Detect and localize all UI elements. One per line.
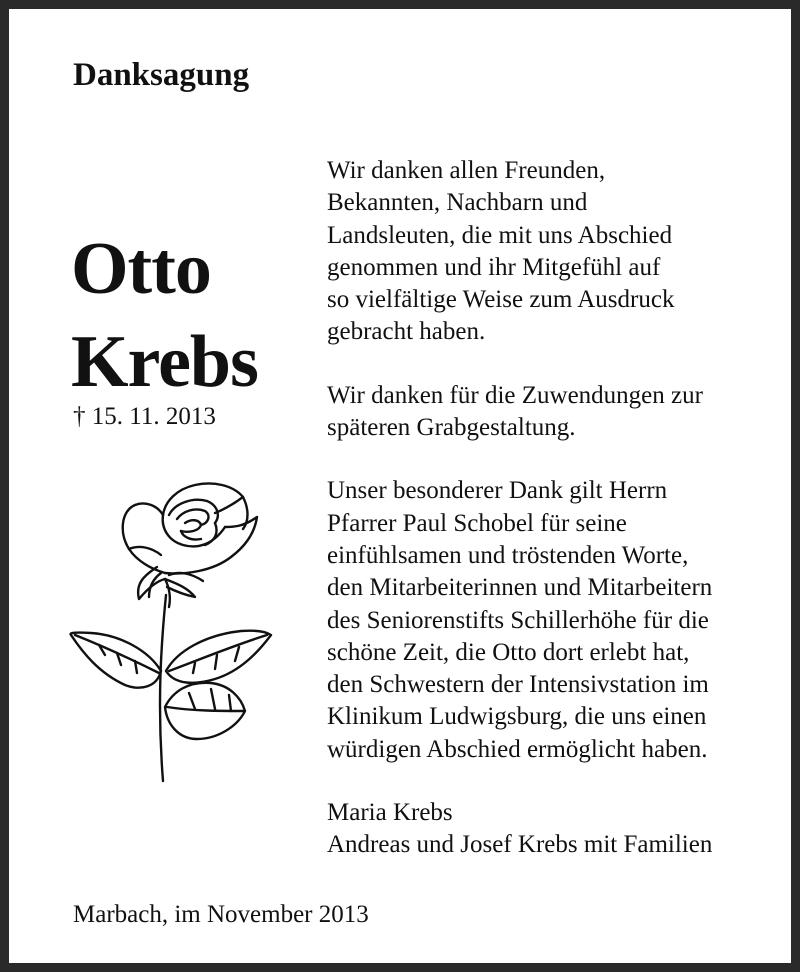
- paragraph-line: Wir danken für die Zuwendungen zur: [327, 381, 703, 409]
- deceased-first-name: Otto: [71, 228, 211, 310]
- message-column: [327, 155, 787, 862]
- signer-name: Maria Krebs: [327, 799, 453, 827]
- rose-icon: [65, 475, 277, 787]
- paragraph-line: genommen und ihr Mitgefühl auf: [327, 253, 661, 281]
- paragraph-line: so vielfältige Weise zum Ausdruck: [327, 286, 675, 314]
- place-and-date: Marbach, im November 2013: [73, 901, 369, 928]
- paragraph-line: Bekannten, Nachbarn und: [327, 189, 588, 217]
- signer-name: Andreas und Josef Krebs mit Familien: [327, 831, 713, 859]
- paragraph-line: den Schwestern der Intensivstation im: [327, 671, 709, 699]
- paragraph-line: späteren Grabgestaltung.: [327, 414, 576, 442]
- paragraph-line: Klinikum Ludwigsburg, die uns einen: [327, 703, 707, 731]
- signers: [327, 797, 787, 862]
- paragraph-line: den Mitarbeiterinnen und Mitarbeitern: [327, 574, 713, 602]
- paragraph-line: des Seniorenstifts Schillerhöhe für die: [327, 606, 709, 634]
- notice-heading: Danksagung: [73, 57, 250, 93]
- death-date: † 15. 11. 2013: [73, 403, 216, 430]
- paragraph-line: einfühlsamen und tröstenden Worte,: [327, 541, 689, 569]
- paragraph-line: Unser besonderer Dank gilt Herrn: [327, 477, 668, 505]
- message-paragraph-special-thanks: [327, 475, 787, 766]
- paragraph-line: gebracht haben.: [327, 318, 486, 346]
- paragraph-line: schöne Zeit, die Otto dort erlebt hat,: [327, 638, 690, 666]
- paragraph-line: würdigen Abschied ermöglicht haben.: [327, 735, 708, 763]
- paragraph-line: Wir danken allen Freunden,: [327, 157, 606, 184]
- message-paragraph-donations: [327, 380, 787, 445]
- deceased-last-name: Krebs: [71, 321, 258, 403]
- paragraph-line: Landsleuten, die mit uns Abschied: [327, 221, 673, 249]
- paragraph-line: Pfarrer Paul Schobel für seine: [327, 509, 627, 537]
- message-paragraph-thanks: [327, 155, 787, 349]
